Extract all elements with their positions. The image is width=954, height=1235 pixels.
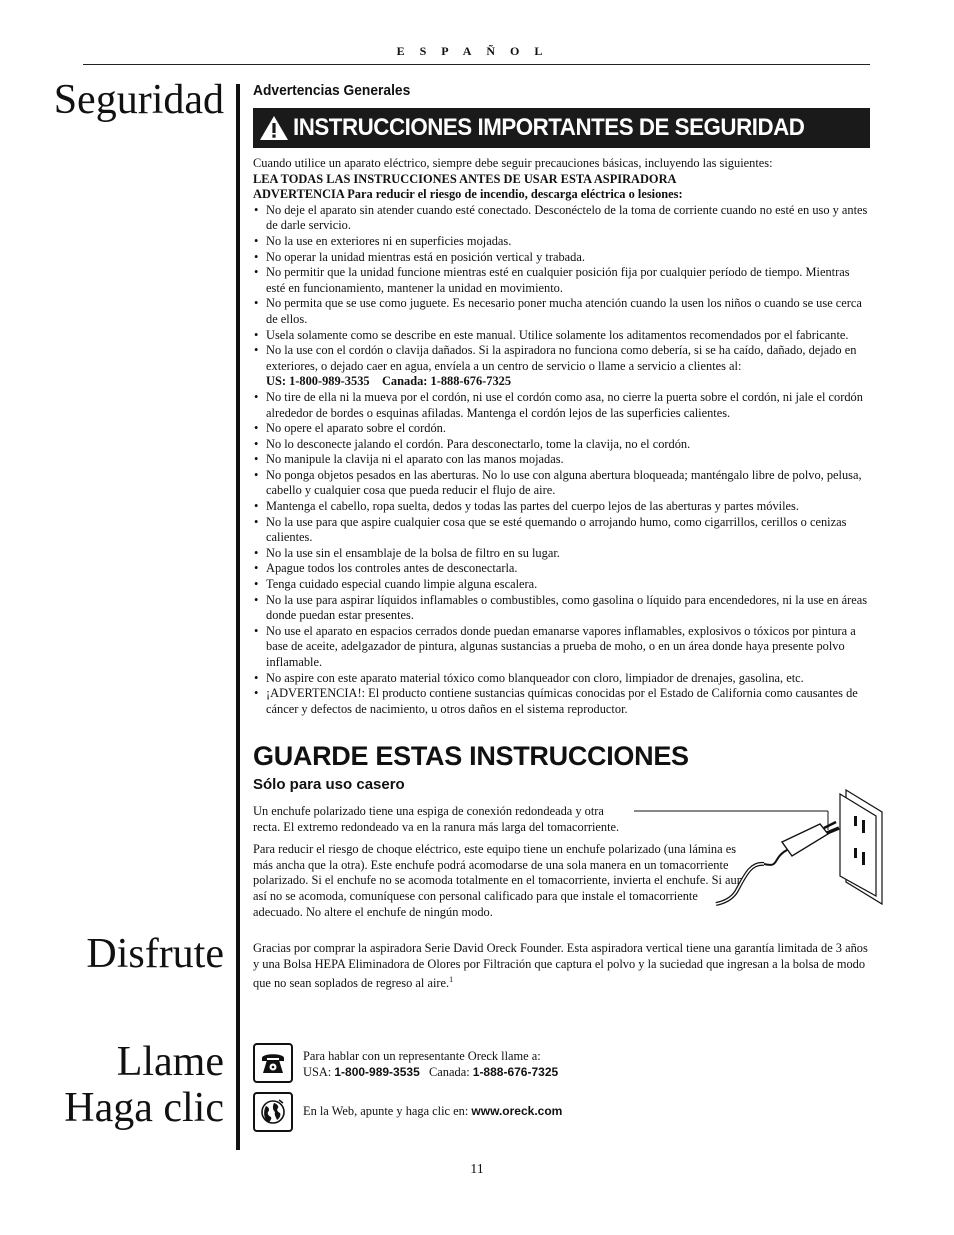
list-item: • No tire de ella ni la mueva por el cordón, ni use el cordón como asa, no cierre la puerta sobre el cordón, ni jale el cordón alrededor de bordes o esquinas afiladas. Mantenga el cordón lejos de las superficies calientes. — [253, 390, 870, 421]
section-title-haga-clic: Haga clic — [64, 1085, 224, 1131]
list-item-text: No la use con el cordón o clavija dañados. Si la aspiradora no funciona como debería, si se ha caído, dañado, dejado en exteriores, o dejado caer en agua, envíela a un centro de servicio o llame a servicio a clientes al: — [266, 343, 857, 373]
list-item: • No deje el aparato sin atender cuando esté conectado. Desconéctelo de la toma de corriente cuando no esté en uso y antes de darle servicio. — [253, 203, 870, 234]
list-item: • No use el aparato en espacios cerrados donde puedan emanarse vapores inflamables, explosivos o tóxicos por pintura a base de aceite, adelgazador de pintura, algunas sustancias a prueba de moho, o en un área donde haya presente polvo inflamable. — [253, 624, 870, 671]
enjoy-text-block — [253, 941, 870, 992]
website-link[interactable]: www.oreck.com — [471, 1104, 563, 1118]
footnote-mark: 1 — [449, 975, 454, 985]
list-item: • No operar la unidad mientras está en posición vertical y trabada. — [253, 250, 870, 266]
canada-label: Canada: — [429, 1064, 470, 1079]
usa-phone-link[interactable]: 1-800-989-3535 — [334, 1064, 420, 1079]
list-item: • No la use en exteriores ni en superficies mojadas. — [253, 234, 870, 250]
section-title-disfrute: Disfrute — [86, 931, 224, 977]
safety-rules-list — [253, 203, 870, 718]
list-item: • No opere el aparato sobre el cordón. — [253, 421, 870, 437]
plug-note: Un enchufe polarizado tiene una espiga de conexión redondeada y otra recta. El extremo redondeado va en la ranura más larga del tomacorriente. — [253, 804, 620, 834]
home-use-subheading: Sólo para uso casero — [253, 776, 405, 793]
save-instructions-heading: GUARDE ESTAS INSTRUCCIONES — [253, 741, 689, 771]
service-phone: US: 1-800-989-3535 Canada: 1-888-676-7325 — [266, 374, 512, 389]
read-all-text: LEA TODAS LAS INSTRUCCIONES ANTES DE USAR ESTA ASPIRADORA — [253, 171, 677, 186]
header-rule — [83, 64, 870, 65]
safety-banner — [253, 108, 870, 148]
vertical-rule — [236, 84, 240, 1150]
telephone-icon — [253, 1043, 293, 1083]
list-item: • No aspire con este aparato material tóxico como blanqueador con cloro, limpiador de drenajes, gasolina, etc. — [253, 671, 870, 687]
section-title-llame: Llame — [116, 1039, 224, 1085]
warning-text: ADVERTENCIA Para reducir el riesgo de incendio, descarga eléctrica o lesiones: — [253, 187, 683, 202]
list-item: • No ponga objetos pesados en las aberturas. No lo use con alguna abertura bloqueada; manténgalo libre de polvo, pelusa, cabello y cualquier cosa que pueda reducir el flujo de aire. — [253, 468, 870, 499]
globe-icon — [253, 1092, 293, 1132]
safety-subheading — [253, 82, 870, 99]
usa-label: USA: — [303, 1064, 332, 1079]
warning-triangle-icon — [259, 115, 289, 141]
banner-text: INSTRUCCIONES IMPORTANTES DE SEGURIDAD — [293, 114, 805, 141]
list-item: • No lo desconecte jalando el cordón. Para desconectarlo, tome la clavija, no el cordón. — [253, 437, 870, 453]
list-item: • Tenga cuidado especial cuando limpie alguna escalera. — [253, 577, 870, 593]
list-item: • No manipule la clavija ni el aparato con las manos mojadas. — [253, 452, 870, 468]
phone-contact — [303, 1049, 558, 1080]
list-item: • ¡ADVERTENCIA!: El producto contiene sustancias químicas conocidas por el Estado de California como causantes de cáncer y defectos de nacimiento, u otros daños en el sistema reproductor. — [253, 686, 870, 717]
advertencias-generales-heading: Advertencias Generales — [253, 82, 411, 99]
polarized-plug-illustration — [632, 786, 884, 906]
web-contact — [303, 1104, 562, 1120]
list-item: • No permita que se use como juguete. Es necesario poner mucha atención cuando la usen los niños o cuando se use cerca de ellos. — [253, 296, 870, 327]
intro-text: Cuando utilice un aparato eléctrico, siempre debe seguir precauciones básicas, incluyendo las siguientes: — [253, 156, 773, 170]
web-text: En la Web, apunte y haga clic en: — [303, 1104, 469, 1118]
list-item: • Usela solamente como se describe en este manual. Utilice solamente los aditamentos recomendados por el fabricante. — [253, 328, 870, 344]
list-item: • No la use sin el ensamblaje de la bolsa de filtro en su lugar. — [253, 546, 870, 562]
section-title-seguridad: Seguridad — [53, 77, 224, 123]
call-text: Para hablar con un representante Oreck llame a: — [303, 1049, 541, 1063]
list-item — [253, 343, 870, 390]
canada-phone-link[interactable]: 1-888-676-7325 — [472, 1064, 559, 1079]
page-number: 11 — [470, 1162, 484, 1177]
list-item: • Apague todos los controles antes de desconectarla. — [253, 561, 870, 577]
safety-body — [253, 156, 870, 717]
list-item: • No permitir que la unidad funcione mientras esté en cualquier posición fija por cualquier período de tiempo. Mientras esté en funcionamiento, mantener la unidad en movimiento. — [253, 265, 870, 296]
list-item: • No la use para que aspire cualquier cosa que se esté quemando o arrojando humo, como cigarrillos, cerillos o cenizas calientes. — [253, 515, 870, 546]
plug-detail: Para reducir el riesgo de choque eléctrico, este equipo tiene un enchufe polarizado (una lámina es más ancha que la otra). Este enchufe podrá acomodarse de una sola manera en un tomacorriente polarizado. Si el enchufe no se acomoda totalmente en el tomacorriente, invierta el enchufe. Si aun así no se acomoda, comuníquese con personal calificado para que instale el tomacorriente adecuado. No altere el enchufe de ningún modo. — [253, 842, 743, 919]
list-item: • Mantenga el cabello, ropa suelta, dedos y todas las partes del cuerpo lejos de las aberturas y partes móviles. — [253, 499, 870, 515]
enjoy-text: Gracias por comprar la aspiradora Serie David Oreck Founder. Esta aspiradora vertical tiene una garantía limitada de 3 años y una Bolsa HEPA Eliminadora de Olores por Filtración que captura el polvo y la suciedad que ingresan a la bolsa de modo que no sean soplados de regreso al aire. — [253, 941, 868, 991]
list-item: • No la use para aspirar líquidos inflamables o combustibles, como gasolina o líquido para encendedores, ni la use en áreas donde puedan estar presentes. — [253, 593, 870, 624]
language-header: ESPAÑOL — [396, 44, 558, 58]
